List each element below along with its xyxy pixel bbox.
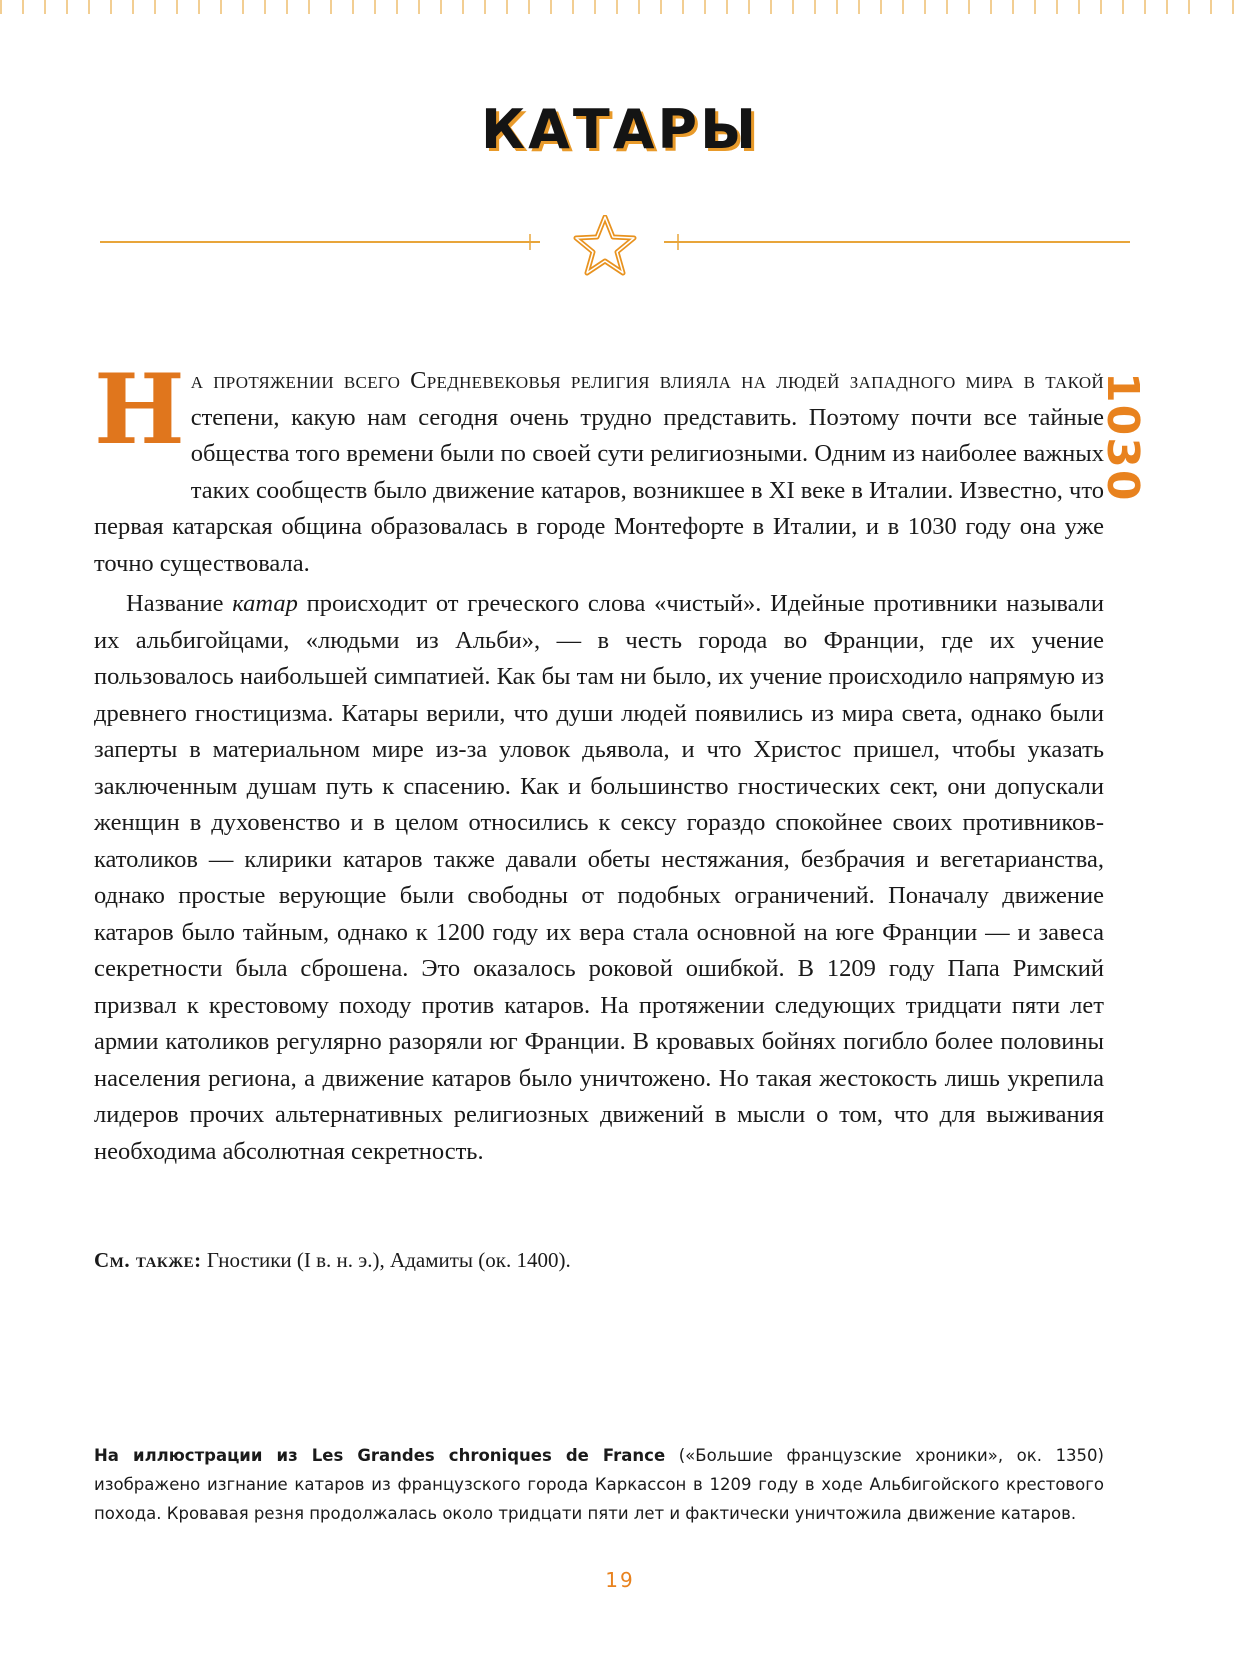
ornament-left-line xyxy=(100,234,540,250)
caption-text: («Большие французские хроники», ок. 1350) изображено изгнание катаров из французского города Каркассон в 1209 году в ходе Альбигойского крестового похода. Кровавая резня продолжалась около тридцати пяти лет и фактически уничтожила движение катаров. xyxy=(94,1446,1104,1523)
paragraph-1 xyxy=(94,353,1104,582)
main-article xyxy=(94,353,1104,1170)
top-edge-ticks xyxy=(0,0,1240,14)
illustration-caption xyxy=(94,1441,1104,1528)
title-ornament xyxy=(0,215,1240,305)
paragraph-2-italic-term: катар xyxy=(232,590,298,617)
caption-bold-lead: На иллюстрации из Les Grandes chroniques de France xyxy=(94,1446,666,1465)
drop-cap: Н xyxy=(94,353,185,466)
paragraph-1-rest: степени, какую нам сегодня очень трудно представить. Поэтому почти все тайные общества того времени были по своей сути религиозными. Одним из наиболее важных таких сообществ было движение катаров, возникшее в XI веке в Италии. Известно, что первая катарская община образовалась в городе Монтефорте в Италии, и в 1030 году она уже точно существовала. xyxy=(94,403,1104,577)
see-also xyxy=(94,1246,994,1274)
ornament-right-line xyxy=(664,234,1130,250)
page-title: КАТАРЫ xyxy=(480,98,760,161)
star-icon xyxy=(576,217,634,273)
see-also-label: См. также: xyxy=(94,1248,202,1272)
paragraph-2 xyxy=(94,586,1104,1170)
paragraph-2-rest: происходит от греческого слова «чистый». Идейные противники называли их альбигойцами, «людьми из Альби», — в честь города во Франции, где их учение пользовалось наибольшей симпатией. Как бы там ни было, их учение происходило напрямую из древнего гностицизма. Катары верили, что души людей появились из мира света, однако были заперты в материальном мире из-за уловок дьявола, и что Христос пришел, чтобы указать заключенным душам путь к спасению. Как и большинство гностических сект, они допускали женщин в духовенство и в целом относились к сексу гораздо спокойнее своих противников-католиков — клирики катаров также давали обеты нестяжания, безбрачия и вегетарианства, однако простые верующие были свободны от подобных ограничений. Поначалу движение катаров было тайным, однако к 1200 году их вера стала основной на юге Франции — и завеса секретности была сброшена. Это оказалось роковой ошибкой. В 1209 году Папа Римский призвал к крестовому походу против катаров. На протяжении следующих тридцати пяти лет армии католиков регулярно разоряли юг Франции. В кровавых бойнях погибло более половины населения региона, а движение катаров было уничтожено. Но такая жестокость лишь укрепила лидеров прочих альтернативных религиозных движений в мысли о том, что для выживания необходима абсолютная секретность. xyxy=(94,590,1104,1165)
page-number: 19 xyxy=(605,1568,635,1592)
paragraph-2-start: Название xyxy=(126,590,233,617)
see-also-text: Гностики (I в. н. э.), Адамиты (ок. 1400). xyxy=(201,1248,571,1272)
first-line-smallcaps: а протяжении всего Средневековья религия влияла на людей западного мира в такой xyxy=(190,367,1104,394)
side-year-marker: 1030 xyxy=(1097,372,1148,503)
